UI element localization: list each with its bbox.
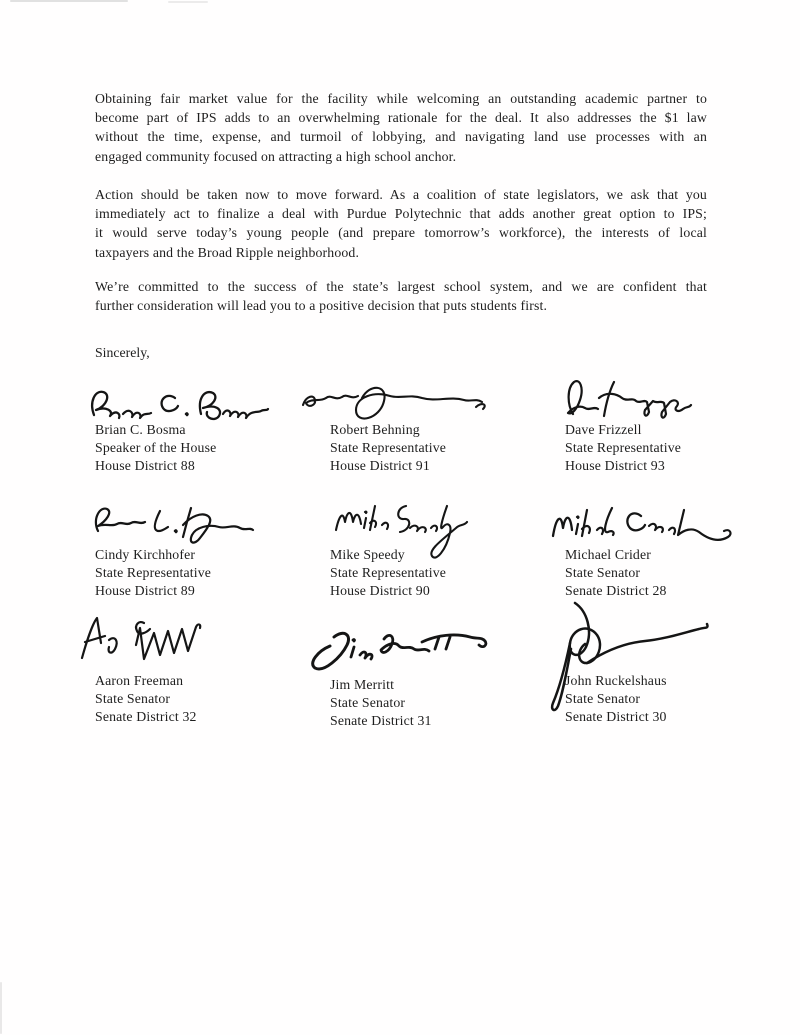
signer-title: Speaker of the House — [95, 440, 217, 455]
signature-aaron-freeman-image — [95, 612, 325, 672]
signer-district: House District 91 — [330, 458, 430, 473]
paragraph-line: Obtaining fair market value for the facility while welcoming an outstanding academic partner to — [95, 91, 707, 106]
signer-title: State Senator — [565, 565, 641, 580]
signer-title: State Senator — [330, 695, 406, 710]
paragraph-line: become part of IPS adds to an overwhelming rationale for the deal. It also addresses the $1 law — [95, 110, 707, 126]
signer-name: Dave Frizzell — [565, 422, 642, 437]
signer-title: State Representative — [330, 440, 447, 455]
signer-name: Cindy Kirchhofer — [95, 547, 196, 562]
signer-district: House District 93 — [565, 458, 665, 473]
signature-block-jim-merritt — [330, 612, 560, 730]
signer-title: State Representative — [565, 440, 682, 455]
signer-name: Robert Behning — [330, 422, 420, 437]
signer-district: House District 88 — [95, 458, 195, 473]
signer-title: State Senator — [565, 691, 641, 706]
letter-paragraph-2 — [95, 185, 707, 262]
signer-title: State Senator — [95, 691, 171, 706]
letter-closing: Sincerely, — [95, 345, 150, 360]
signature-mike-speedy-image — [330, 500, 560, 546]
signature-brian-bosma-image — [95, 384, 325, 421]
paragraph-line: further consideration will lead you to a positive decision that puts students first. — [95, 298, 548, 314]
signer-district: Senate District 32 — [95, 709, 197, 724]
signature-michael-crider-image — [565, 500, 795, 546]
letter-paragraph-1 — [95, 89, 707, 166]
paragraph-line: We’re committed to the success of the state’s largest school system, and we are confident that — [95, 279, 707, 294]
signer-name: Jim Merritt — [330, 677, 395, 692]
signature-dave-frizzell-image — [565, 384, 795, 421]
signer-district: House District 89 — [95, 583, 195, 598]
signer-title: State Representative — [330, 565, 447, 580]
signer-title: State Representative — [95, 565, 212, 580]
paragraph-line: without the time, expense, and turmoil of lobbying, and navigating land use processes with an — [95, 129, 707, 145]
signature-robert-behning-image — [330, 384, 560, 421]
signer-district: Senate District 28 — [565, 583, 667, 598]
signer-name: Brian C. Bosma — [95, 422, 186, 437]
signature-block-aaron-freeman — [95, 612, 325, 726]
signature-block-mike-speedy — [330, 500, 560, 600]
paragraph-line: Action should be taken now to move forward. As a coalition of state legislators, we ask that you — [95, 187, 707, 202]
signature-block-brian-bosma — [95, 384, 325, 475]
scan-artifact — [10, 0, 128, 2]
signature-block-john-ruckelshaus — [565, 612, 795, 726]
signature-cindy-kirchhofer-image — [95, 500, 325, 546]
scan-artifact — [0, 982, 2, 1034]
signer-district: House District 90 — [330, 583, 430, 598]
signature-block-michael-crider — [565, 500, 795, 600]
paragraph-line: engaged community focused on attracting a high school anchor. — [95, 148, 457, 164]
signature-block-cindy-kirchhofer — [95, 500, 325, 600]
paragraph-line: immediately act to finalize a deal with Purdue Polytechnic that adds another great option to IPS; — [95, 206, 707, 222]
paragraph-line: taxpayers and the Broad Ripple neighborhood. — [95, 244, 360, 260]
signature-block-dave-frizzell — [565, 384, 795, 475]
signature-john-ruckelshaus-image — [565, 612, 795, 672]
signer-name: Aaron Freeman — [95, 673, 184, 688]
signer-name: John Ruckelshaus — [565, 673, 667, 688]
signer-district: Senate District 31 — [330, 713, 432, 728]
signature-jim-merritt-image — [330, 612, 560, 676]
paragraph-line: it would serve today’s young people (and prepare tomorrow’s workforce), the interests of local — [95, 225, 707, 241]
signer-name: Michael Crider — [565, 547, 651, 562]
letter-paragraph-3 — [95, 277, 707, 315]
signer-name: Mike Speedy — [330, 547, 405, 562]
signature-block-robert-behning — [330, 384, 560, 475]
scan-artifact — [168, 1, 208, 3]
signer-district: Senate District 30 — [565, 709, 667, 724]
